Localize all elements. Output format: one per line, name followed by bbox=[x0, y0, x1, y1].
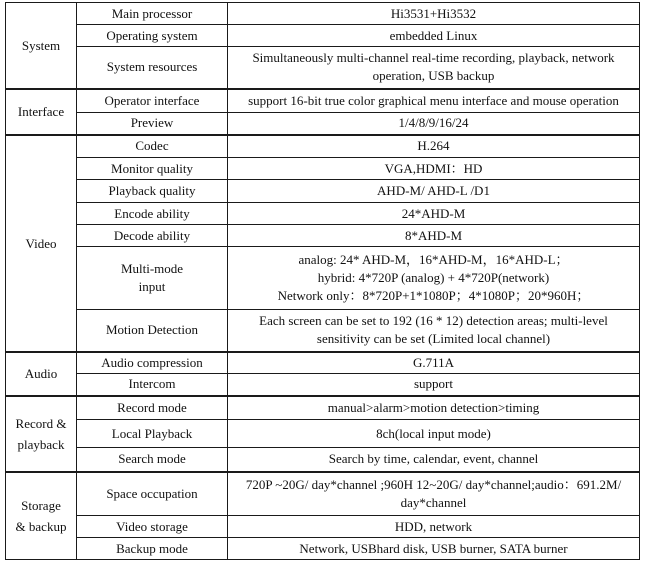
table-row bbox=[6, 113, 640, 135]
table-row bbox=[6, 89, 640, 113]
section-label-line: Storage bbox=[21, 497, 61, 513]
name-line: input bbox=[138, 279, 166, 294]
spec-value: 8ch(local input mode) bbox=[228, 420, 640, 448]
section-interface bbox=[6, 89, 77, 135]
spec-name: Codec bbox=[77, 135, 228, 158]
table-row bbox=[6, 396, 640, 420]
section-system bbox=[6, 3, 77, 89]
value-line: 720P ~20G/ day*channel ;960H 12~20G/ day*channel;audio：691.2M/ bbox=[245, 476, 622, 492]
spec-name: Audio compression bbox=[77, 352, 228, 374]
table-row bbox=[6, 352, 640, 374]
table-row bbox=[6, 3, 640, 25]
section-label-line: & backup bbox=[15, 518, 67, 534]
spec-value: VGA,HDMI：HD bbox=[228, 158, 640, 180]
spec-value: support 16-bit true color graphical menu interface and mouse operation bbox=[228, 89, 640, 113]
spec-value bbox=[228, 247, 640, 310]
table-row bbox=[6, 472, 640, 516]
value-line: analog: 24* AHD-M，16*AHD-M，16*AHD-L； bbox=[298, 252, 569, 267]
spec-name: Record mode bbox=[77, 396, 228, 420]
value-line: sensitivity can be set (Limited local channel) bbox=[316, 331, 551, 347]
spec-value: AHD-M/ AHD-L /D1 bbox=[228, 180, 640, 203]
spec-name: Space occupation bbox=[77, 472, 228, 516]
spec-value bbox=[228, 47, 640, 89]
spec-value: Hi3531+Hi3532 bbox=[228, 3, 640, 25]
spec-value: Search by time, calendar, event, channel bbox=[228, 448, 640, 472]
spec-name: Local Playback bbox=[77, 420, 228, 448]
table-row bbox=[6, 135, 640, 158]
spec-name: Preview bbox=[77, 113, 228, 135]
table-row bbox=[6, 516, 640, 538]
spec-name: Encode ability bbox=[77, 203, 228, 225]
spec-name bbox=[77, 247, 228, 310]
section-label: System bbox=[21, 37, 61, 53]
table-row bbox=[6, 180, 640, 203]
spec-name: Operator interface bbox=[77, 89, 228, 113]
spec-value: Network, USBhard disk, USB burner, SATA burner bbox=[228, 538, 640, 560]
table-row bbox=[6, 420, 640, 448]
section-audio bbox=[6, 352, 77, 396]
name-line: Multi-mode bbox=[120, 261, 184, 276]
table-row bbox=[6, 310, 640, 352]
value-line: day*channel bbox=[400, 494, 467, 510]
spec-name: Monitor quality bbox=[77, 158, 228, 180]
table-row bbox=[6, 448, 640, 472]
spec-value: embedded Linux bbox=[228, 25, 640, 47]
table-row bbox=[6, 538, 640, 560]
value-line: hybrid: 4*720P (analog) + 4*720P(network) bbox=[317, 270, 550, 285]
section-label-line: playback bbox=[17, 436, 65, 452]
spec-name: Playback quality bbox=[77, 180, 228, 203]
table-row bbox=[6, 25, 640, 47]
spec-name: Search mode bbox=[77, 448, 228, 472]
spec-name: Motion Detection bbox=[77, 310, 228, 352]
section-label: Video bbox=[25, 235, 57, 251]
value-line: Simultaneously multi-channel real-time recording, playback, network bbox=[252, 50, 615, 66]
table-row bbox=[6, 225, 640, 247]
section-record-playback bbox=[6, 396, 77, 472]
spec-value: HDD, network bbox=[228, 516, 640, 538]
spec-value: support bbox=[228, 374, 640, 396]
spec-value bbox=[228, 472, 640, 516]
value-line: Each screen can be set to 192 (16 * 12) detection areas; multi-level bbox=[259, 313, 608, 329]
spec-value: 8*AHD-M bbox=[228, 225, 640, 247]
spec-value: 24*AHD-M bbox=[228, 203, 640, 225]
table-row bbox=[6, 374, 640, 396]
spec-name: Backup mode bbox=[77, 538, 228, 560]
spec-value: G.711A bbox=[228, 352, 640, 374]
spec-value: H.264 bbox=[228, 135, 640, 158]
value-line: Network only：8*720P+1*1080P；4*1080P；20*960H； bbox=[277, 288, 590, 303]
section-storage-backup bbox=[6, 472, 77, 560]
section-video bbox=[6, 135, 77, 352]
table-row bbox=[6, 203, 640, 225]
section-label: Interface bbox=[17, 104, 65, 119]
spec-value: manual>alarm>motion detection>timing bbox=[228, 396, 640, 420]
section-label: Audio bbox=[24, 366, 58, 381]
spec-name: Operating system bbox=[77, 25, 228, 47]
spec-name: Main processor bbox=[77, 3, 228, 25]
spec-name: System resources bbox=[77, 47, 228, 89]
table-row bbox=[6, 47, 640, 89]
spec-value bbox=[228, 310, 640, 352]
spec-name: Video storage bbox=[77, 516, 228, 538]
spec-name: Decode ability bbox=[77, 225, 228, 247]
table-row bbox=[6, 247, 640, 310]
spec-name: Intercom bbox=[77, 374, 228, 396]
spec-table bbox=[5, 2, 640, 560]
section-label-line: Record & bbox=[15, 415, 67, 431]
table-row bbox=[6, 158, 640, 180]
spec-value: 1/4/8/9/16/24 bbox=[228, 113, 640, 135]
value-line: operation, USB backup bbox=[372, 68, 495, 84]
